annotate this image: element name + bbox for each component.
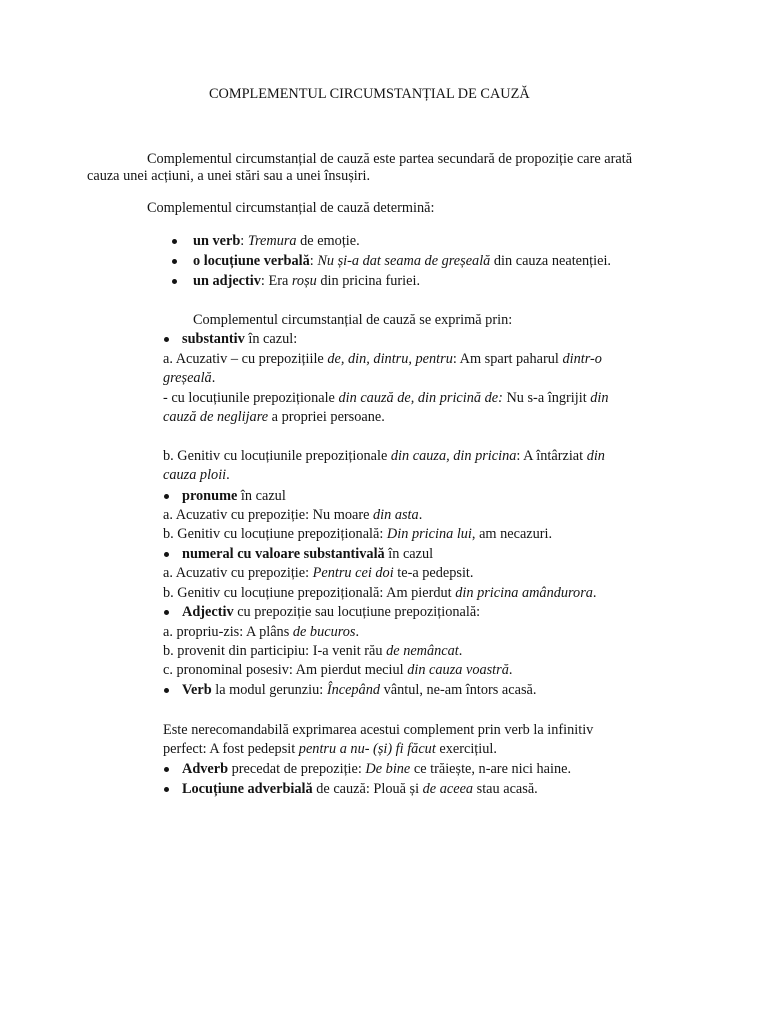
substantiv-locutiuni-line-1: - cu locuțiunile prepoziționale din cauză de, din pricină de: Nu s-a îngrijit din <box>163 390 609 406</box>
bullet-icon <box>172 259 177 264</box>
numeral-genitiv: b. Genitiv cu locuțiune prepozițională: Am pierdut din pricina amândurora. <box>163 585 597 601</box>
adjectiv-propriu-zis: a. propriu-zis: A plâns de bucuros. <box>163 624 360 640</box>
adjectiv-participiu: b. provenit din participiu: I-a venit rău de nemâncat. <box>163 643 463 659</box>
substantiv-genitiv-line-2: cauza ploii. <box>163 467 230 483</box>
substantiv-acuzativ-line-2: greșeală. <box>163 370 216 386</box>
determines-heading: Complementul circumstanțial de cauză determină: <box>147 200 435 216</box>
determines-item-adjectiv: un adjectiv: Era roșu din pricina furiei. <box>193 273 421 289</box>
adjectiv-heading: Adjectiv cu prepoziție sau locuțiune prepozițională: <box>182 604 481 620</box>
pronume-genitiv: b. Genitiv cu locuțiune prepozițională: Din pricina lui, am necazuri. <box>163 526 553 542</box>
bullet-icon <box>172 239 177 244</box>
determines-item-locutiune: o locuțiune verbală: Nu și-a dat seama de greșeală din cauza neatenției. <box>193 253 611 269</box>
bullet-icon <box>172 279 177 284</box>
pronume-acuzativ: a. Acuzativ cu prepoziție: Nu moare din asta. <box>163 507 423 523</box>
pronume-heading: pronume în cazul <box>182 488 286 504</box>
adjectiv-posesiv: c. pronominal posesiv: Am pierdut meciul din cauza voastră. <box>163 662 513 678</box>
substantiv-genitiv-line-1: b. Genitiv cu locuțiunile prepoziționale din cauza, din pricina: A întârziat din <box>163 448 605 464</box>
numeral-heading: numeral cu valoare substantivală în cazul <box>182 546 434 562</box>
intro-line-2: cauza unei acțiuni, a unei stări sau a unei însușiri. <box>87 168 371 184</box>
intro-line-1: Complementul circumstanțial de cauză este partea secundară de propoziție care arată <box>147 151 633 167</box>
note-line-2: perfect: A fost pedepsit pentru a nu- (și) fi făcut exercițiul. <box>163 741 497 757</box>
adverb-item: Adverb precedat de prepoziție: De bine ce trăiește, n-are nici haine. <box>182 761 572 777</box>
verb-gerunziu: Verb la modul gerunziu: Începând vântul, ne-am întors acasă. <box>182 682 537 698</box>
note-line-1: Este nerecomandabilă exprimarea acestui complement prin verb la infinitiv <box>163 722 594 738</box>
determines-item-verb: un verb: Tremura de emoție. <box>193 233 360 249</box>
expression-heading: Complementul circumstanțial de cauză se exprimă prin: <box>193 312 513 328</box>
substantiv-heading: substantiv în cazul: <box>182 331 298 347</box>
bullet-icon <box>164 494 169 499</box>
bullet-icon <box>164 767 169 772</box>
numeral-acuzativ: a. Acuzativ cu prepoziție: Pentru cei doi te-a pedepsit. <box>163 565 474 581</box>
substantiv-acuzativ-line-1: a. Acuzativ – cu prepozițiile de, din, dintru, pentru: Am spart paharul dintr-o <box>163 351 602 367</box>
page-title: COMPLEMENTUL CIRCUMSTANȚIAL DE CAUZĂ <box>209 86 530 102</box>
bullet-icon <box>164 610 169 615</box>
bullet-icon <box>164 552 169 557</box>
bullet-icon <box>164 688 169 693</box>
bullet-icon <box>164 337 169 342</box>
locutiune-adverbiala-item: Locuțiune adverbială de cauză: Plouă și de aceea stau acasă. <box>182 781 538 797</box>
substantiv-locutiuni-line-2: cauză de neglijare a propriei persoane. <box>163 409 385 425</box>
bullet-icon <box>164 787 169 792</box>
